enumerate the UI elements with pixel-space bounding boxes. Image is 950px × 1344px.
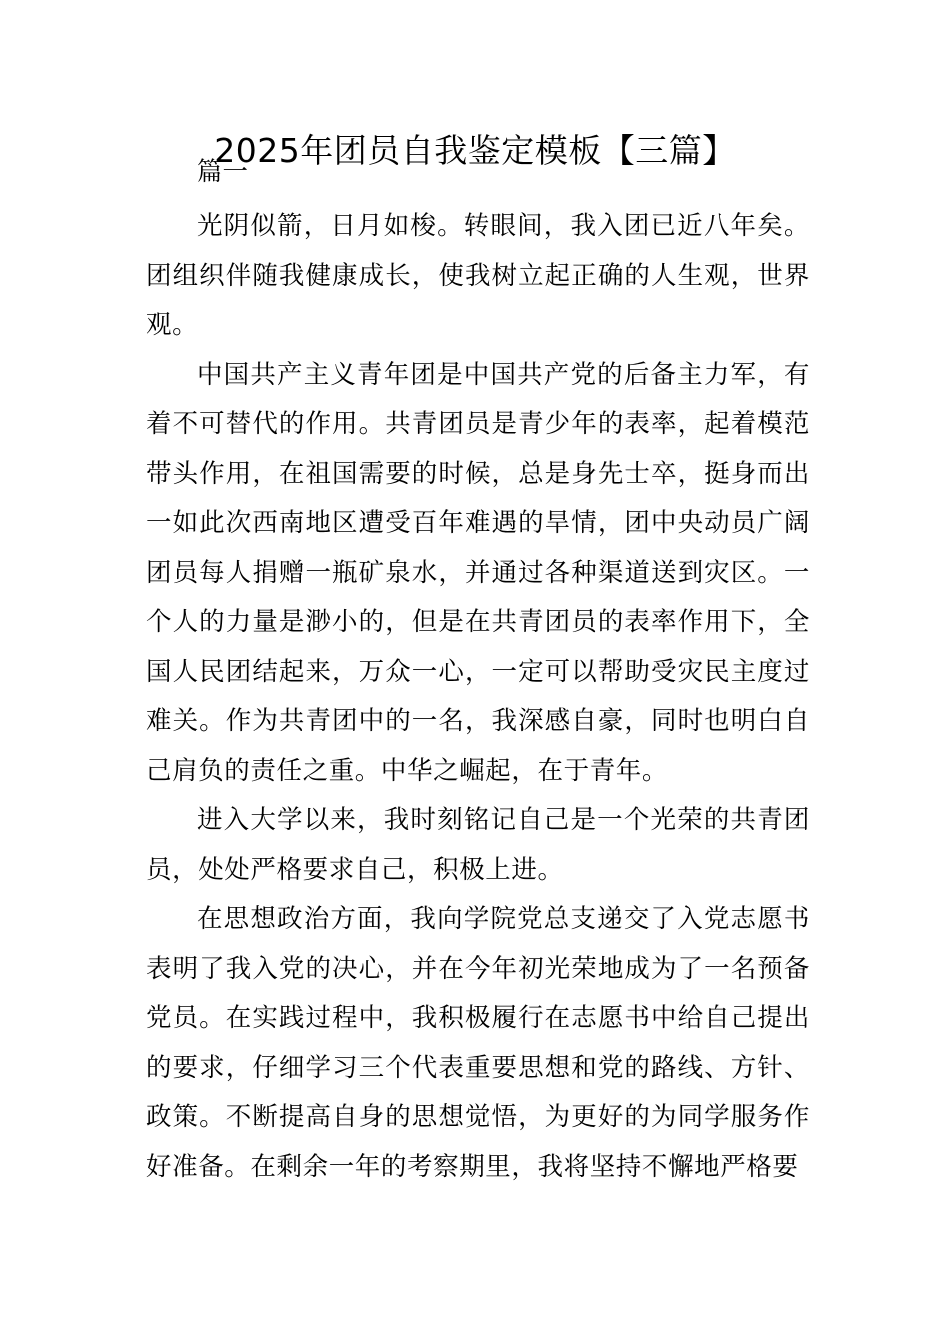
document-title: 2025年团员自我鉴定模板【三篇】 [214,131,736,170]
spacer [146,194,810,202]
document-body [146,150,810,1192]
paragraph-2: 中国共产主义青年团是中国共产党的后备主力军，有着不可替代的作用。共青团员是青少年的表率，起着模范带头作用，在祖国需要的时候，总是身先士卒，挺身而出一如此次西南地区遭受百年难遇的旱情，团中央动员广阔团员每人捐赠一瓶矿泉水，并通过各种渠道送到灾区。一个人的力量是渺小的，但是在共青团员的表率作用下，全国人民团结起来，万众一心，一定可以帮助受灾民主度过难关。作为共青团中的一名，我深感自豪，同时也明白自己肩负的责任之重。中华之崛起，在于青年。 [146,359,810,786]
paragraph-3: 进入大学以来，我时刻铭记自己是一个光荣的共青团员，处处严格要求自己，积极上进。 [146,805,810,885]
paragraph-4: 在思想政治方面，我向学院党总支递交了入党志愿书表明了我入党的决心，并在今年初光荣地成为了一名预备党员。在实践过程中，我积极履行在志愿书中给自己提出的要求，仔细学习三个代表重要思想和党的路线、方针、政策。不断提高自身的思想觉悟，为更好的为同学服务作好准备。在剩余一年的考察期里，我将坚持不懈地严格要 [146,904,810,1182]
paragraph-1: 光阴似箭，日月如梭。转眼间，我入团已近八年矣。团组织伴随我健康成长，使我树立起正确的人生观，世界观。 [146,211,810,340]
section-label: 篇一 [197,157,249,187]
